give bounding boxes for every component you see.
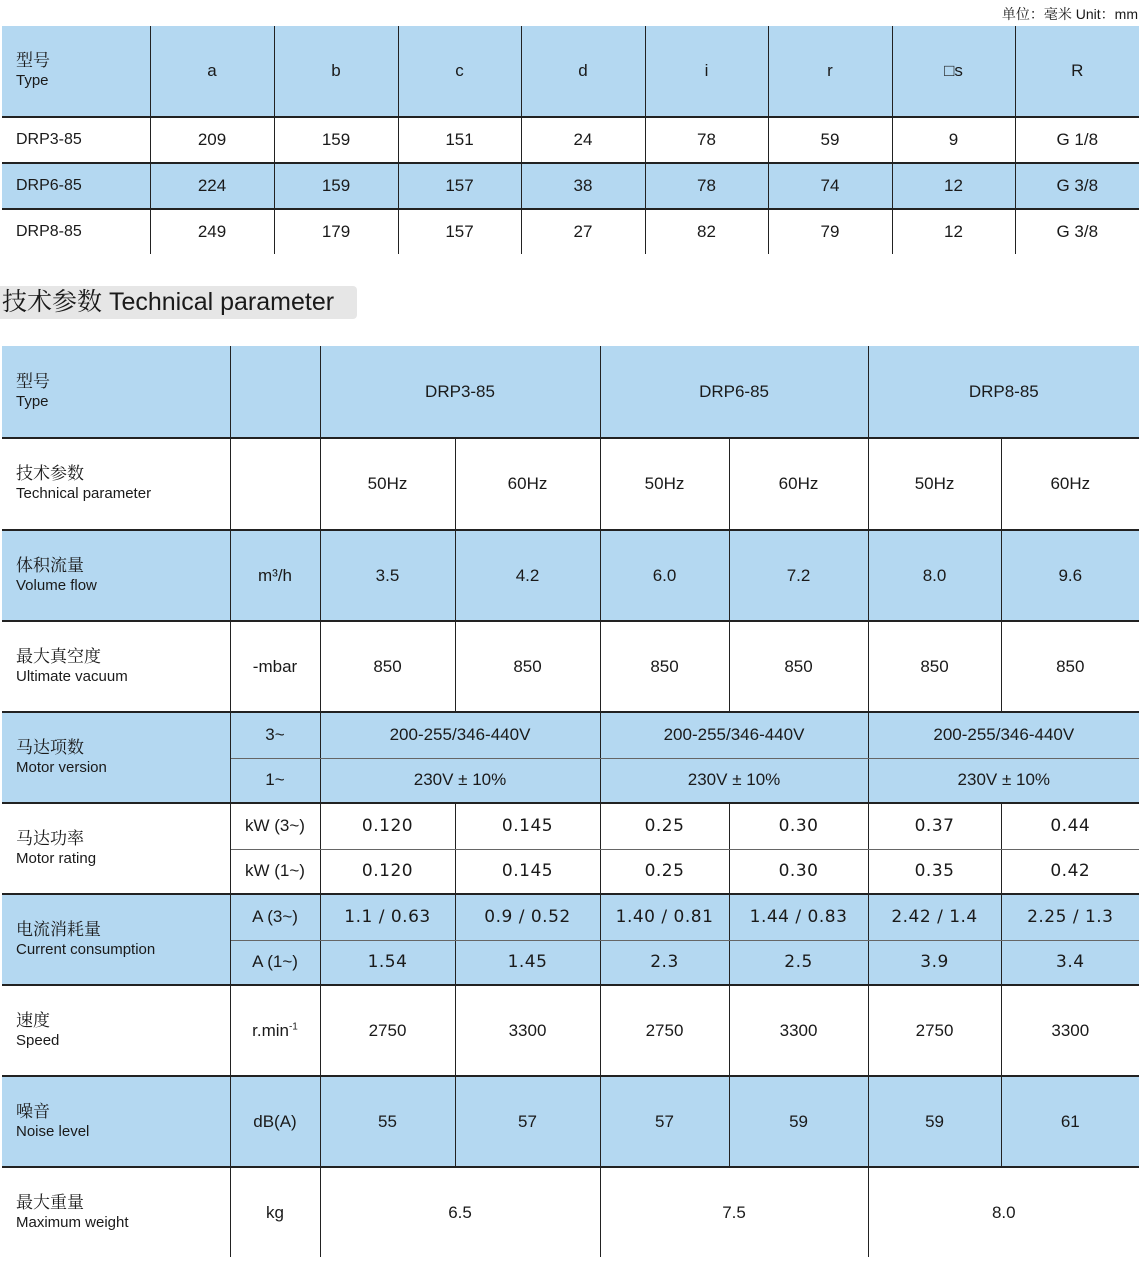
speed-zh: 速度 [16,1010,50,1030]
noise-zh: 噪音 [16,1101,50,1121]
motor-rating-row-3 [2,803,1139,849]
dim-header-a: a [150,26,274,117]
value-cell: 55 [320,1076,455,1167]
dim-header-b: b [274,26,398,117]
weight-label [2,1167,230,1257]
unit-cell [230,985,320,1076]
value-cell: 59 [868,1076,1001,1167]
vacuum-label [2,621,230,712]
value-cell: 24 [521,117,645,163]
value-cell: 200-255/346-440V [600,712,868,758]
value-cell: 74 [768,163,892,209]
motor-version-label [2,712,230,803]
vacuum-en: Ultimate vacuum [16,667,128,685]
speed-label [2,985,230,1076]
value-cell: 179 [274,209,398,254]
dim-header-i: i [645,26,768,117]
motor-version-row-3 [2,712,1139,758]
dim-header-d: d [521,26,645,117]
value-cell: 0.145 [455,849,600,894]
motor-version-zh: 马达项数 [16,737,84,757]
value-cell: 1.44 / 0.83 [729,894,868,940]
value-cell: 850 [455,621,600,712]
volume-flow-label [2,530,230,621]
value-cell: 59 [729,1076,868,1167]
value-cell: 0.35 [868,849,1001,894]
value-cell: 0.25 [600,803,729,849]
value-cell: 57 [455,1076,600,1167]
motor-rating-en: Motor rating [16,849,97,867]
speed-en: Speed [16,1031,60,1049]
model-cell: DRP3-85 [2,117,150,163]
value-cell: 6.0 [600,530,729,621]
value-cell: 230V ± 10% [868,758,1139,803]
current-row-3 [2,894,1139,940]
value-cell: 61 [1001,1076,1139,1167]
current-en: Current consumption [16,940,156,958]
value-cell: 78 [645,163,768,209]
unit-cell: 1~ [230,758,320,803]
section-title: 技术参数 Technical parameter [0,286,357,319]
speed-row [2,985,1139,1076]
freq-cell: 60Hz [729,438,868,530]
unit-cell [230,346,320,438]
value-cell: 230V ± 10% [600,758,868,803]
value-cell: 27 [521,209,645,254]
value-cell: 0.9 / 0.52 [455,894,600,940]
value-cell: 2750 [868,985,1001,1076]
value-cell: 0.30 [729,803,868,849]
dim-header-s: □s [892,26,1015,117]
value-cell: G 3/8 [1015,163,1139,209]
value-cell: G 1/8 [1015,117,1139,163]
value-cell: 850 [729,621,868,712]
table-row [2,163,1139,209]
vacuum-zh: 最大真空度 [16,646,101,666]
dimensions-header-row [2,26,1139,117]
value-cell: 159 [274,163,398,209]
model-header-drp8: DRP8-85 [868,346,1139,438]
value-cell: 9.6 [1001,530,1139,621]
noise-en: Noise level [16,1122,90,1140]
unit-cell: kW (1~) [230,849,320,894]
value-cell: 157 [398,163,521,209]
freq-cell: 50Hz [868,438,1001,530]
value-cell: 2.42 / 1.4 [868,894,1001,940]
value-cell: 1.45 [455,940,600,985]
type-row [2,346,1139,438]
value-cell: 0.120 [320,849,455,894]
unit-cell [230,438,320,530]
value-cell: 200-255/346-440V [868,712,1139,758]
value-cell: 850 [600,621,729,712]
value-cell: 3.5 [320,530,455,621]
noise-label [2,1076,230,1167]
value-cell: 6.5 [320,1167,600,1257]
value-cell: 9 [892,117,1015,163]
freq-cell: 50Hz [600,438,729,530]
freq-cell: 50Hz [320,438,455,530]
unit-label: 单位：毫米 Unit：mm [1001,6,1138,22]
type-header-en: Type [16,72,49,89]
unit-cell: A (3~) [230,894,320,940]
value-cell: 850 [868,621,1001,712]
value-cell: 57 [600,1076,729,1167]
unit-cell: -mbar [230,621,320,712]
type-label-en: Type [16,392,49,410]
value-cell: 850 [320,621,455,712]
value-cell: 2.25 / 1.3 [1001,894,1139,940]
value-cell: 1.54 [320,940,455,985]
value-cell: 200-255/346-440V [320,712,600,758]
noise-row [2,1076,1139,1167]
value-cell: 0.30 [729,849,868,894]
unit-cell: dB(A) [230,1076,320,1167]
value-cell: 79 [768,209,892,254]
value-cell: 78 [645,117,768,163]
unit-cell: kg [230,1167,320,1257]
value-cell: 0.25 [600,849,729,894]
value-cell: 3.4 [1001,940,1139,985]
freq-cell: 60Hz [1001,438,1139,530]
type-label-zh: 型号 [16,371,50,391]
param-label [2,438,230,530]
value-cell: 8.0 [868,1167,1139,1257]
dim-header-c: c [398,26,521,117]
dim-header-R: R [1015,26,1139,117]
value-cell: 3300 [1001,985,1139,1076]
volume-flow-row [2,530,1139,621]
value-cell: 3.9 [868,940,1001,985]
dim-header-r: r [768,26,892,117]
table-row [2,209,1139,254]
value-cell: 3300 [455,985,600,1076]
value-cell: 157 [398,209,521,254]
current-zh: 电流消耗量 [16,919,101,939]
value-cell: 59 [768,117,892,163]
vacuum-row [2,621,1139,712]
weight-en: Maximum weight [16,1213,129,1231]
current-label [2,894,230,985]
table-row [2,117,1139,163]
motor-rating-zh: 马达功率 [16,828,84,848]
value-cell: 151 [398,117,521,163]
value-cell: 2.3 [600,940,729,985]
motor-version-en: Motor version [16,758,107,776]
speed-unit-sup: -1 [288,1020,298,1032]
weight-zh: 最大重量 [16,1192,84,1212]
value-cell: 38 [521,163,645,209]
unit-cell: A (1~) [230,940,320,985]
type-header [2,26,150,117]
model-header-drp3: DRP3-85 [320,346,600,438]
value-cell: 4.2 [455,530,600,621]
model-header-drp6: DRP6-85 [600,346,868,438]
value-cell: 7.5 [600,1167,868,1257]
value-cell: G 3/8 [1015,209,1139,254]
value-cell: 850 [1001,621,1139,712]
value-cell: 2750 [320,985,455,1076]
value-cell: 230V ± 10% [320,758,600,803]
value-cell: 0.120 [320,803,455,849]
technical-parameter-table [2,346,1139,1257]
value-cell: 1.1 / 0.63 [320,894,455,940]
value-cell: 12 [892,209,1015,254]
type-label [2,346,230,438]
freq-cell: 60Hz [455,438,600,530]
value-cell: 2.5 [729,940,868,985]
value-cell: 159 [274,117,398,163]
value-cell: 0.42 [1001,849,1139,894]
param-label-en: Technical parameter [16,485,152,502]
unit-cell: m³/h [230,530,320,621]
value-cell: 209 [150,117,274,163]
value-cell: 82 [645,209,768,254]
speed-unit: r.min [252,1020,289,1040]
param-label-zh: 技术参数 [16,464,84,483]
frequency-row [2,438,1139,530]
unit-cell: 3~ [230,712,320,758]
value-cell: 8.0 [868,530,1001,621]
value-cell: 249 [150,209,274,254]
motor-rating-label [2,803,230,894]
weight-row [2,1167,1139,1257]
volume-flow-zh: 体积流量 [16,555,84,575]
dimensions-table [2,26,1139,254]
type-header-zh: 型号 [16,51,50,70]
value-cell: 7.2 [729,530,868,621]
value-cell: 224 [150,163,274,209]
volume-flow-en: Volume flow [16,576,97,594]
value-cell: 2750 [600,985,729,1076]
value-cell: 0.44 [1001,803,1139,849]
value-cell: 3300 [729,985,868,1076]
value-cell: 1.40 / 0.81 [600,894,729,940]
value-cell: 12 [892,163,1015,209]
unit-cell: kW (3~) [230,803,320,849]
value-cell: 0.145 [455,803,600,849]
value-cell: 0.37 [868,803,1001,849]
model-cell: DRP8-85 [2,209,150,254]
model-cell: DRP6-85 [2,163,150,209]
